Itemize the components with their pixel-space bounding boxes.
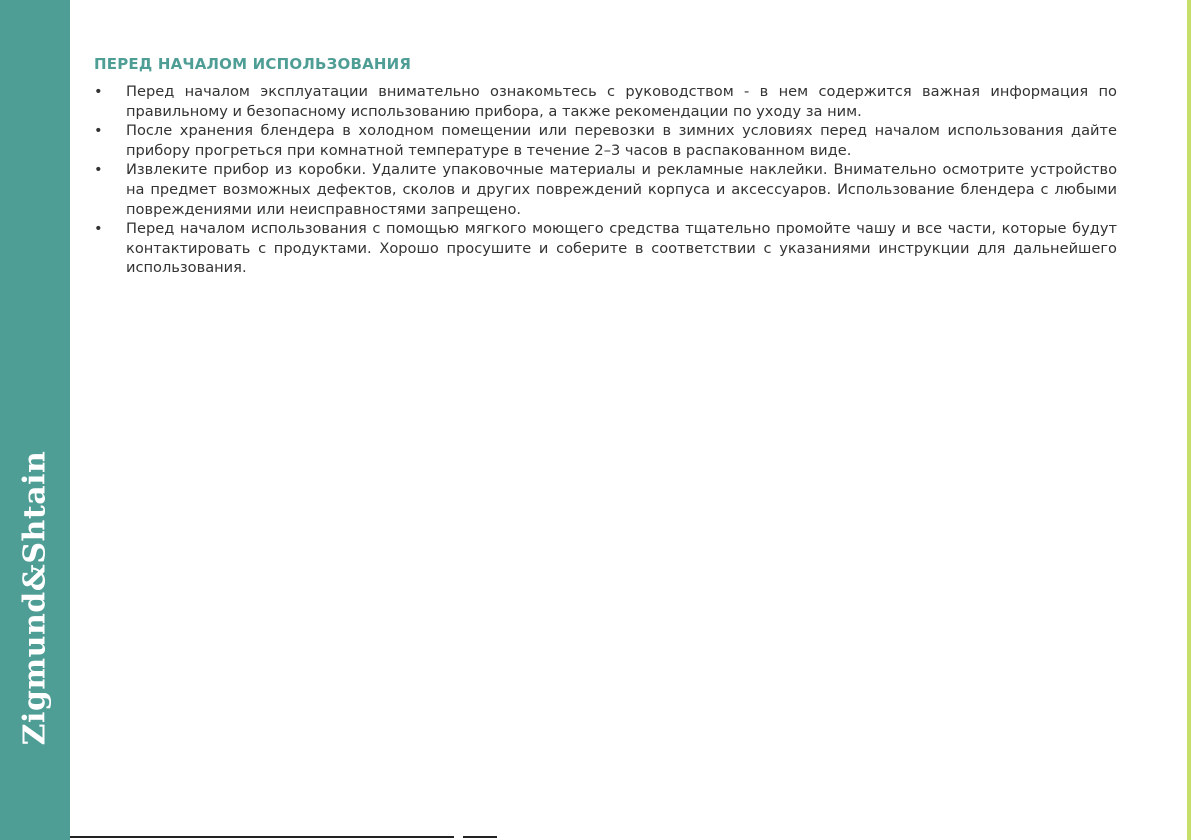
- list-item: [94, 121, 1117, 160]
- list-item: [94, 82, 1117, 121]
- bullet-icon: •: [94, 83, 103, 100]
- list-item-text: Перед началом использования с помощью мягкого моющего средства тщательно промойте чашу и все части, которые будут контактировать с продуктами. Хорошо просушите и соберите в соответствии с указаниями инструкции для дальнейшего использования.: [126, 220, 1117, 277]
- instruction-list: [94, 82, 1117, 278]
- list-item-text: После хранения блендера в холодном помещении или перевозки в зимних условиях перед началом использования дайте прибору прогреться при комнатной температуре в течение 2–3 часов в распакованном виде.: [126, 122, 1117, 159]
- section-content: [94, 54, 1117, 278]
- list-item-text: Извлеките прибор из коробки. Удалите упаковочные материалы и рекламные наклейки. Внимательно осмотрите устройство на предмет возможных дефектов, сколов и других повреждений корпуса и аксессуаров. Использование блендера с любыми повреждениями или неисправностями запрещено.: [126, 161, 1117, 218]
- bullet-icon: •: [94, 161, 103, 179]
- page-edge-accent: [1187, 0, 1191, 840]
- bullet-icon: •: [94, 220, 103, 238]
- brand-logo: Zigmund&Shtain: [17, 450, 53, 746]
- bottom-divider-short: [463, 836, 497, 838]
- list-item: [94, 219, 1117, 278]
- list-item: [94, 160, 1117, 219]
- brand-sidebar: [0, 0, 70, 840]
- section-heading: ПЕРЕД НАЧАЛОМ ИСПОЛЬЗОВАНИЯ: [94, 55, 412, 73]
- bottom-divider: [70, 836, 454, 838]
- bullet-icon: •: [94, 122, 103, 140]
- list-item-text: Перед началом эксплуатации внимательно ознакомьтесь с руководством - в нем содержится важная информация по правильному и безопасному использованию прибора, а также рекомендации по уходу за ним.: [126, 83, 1117, 120]
